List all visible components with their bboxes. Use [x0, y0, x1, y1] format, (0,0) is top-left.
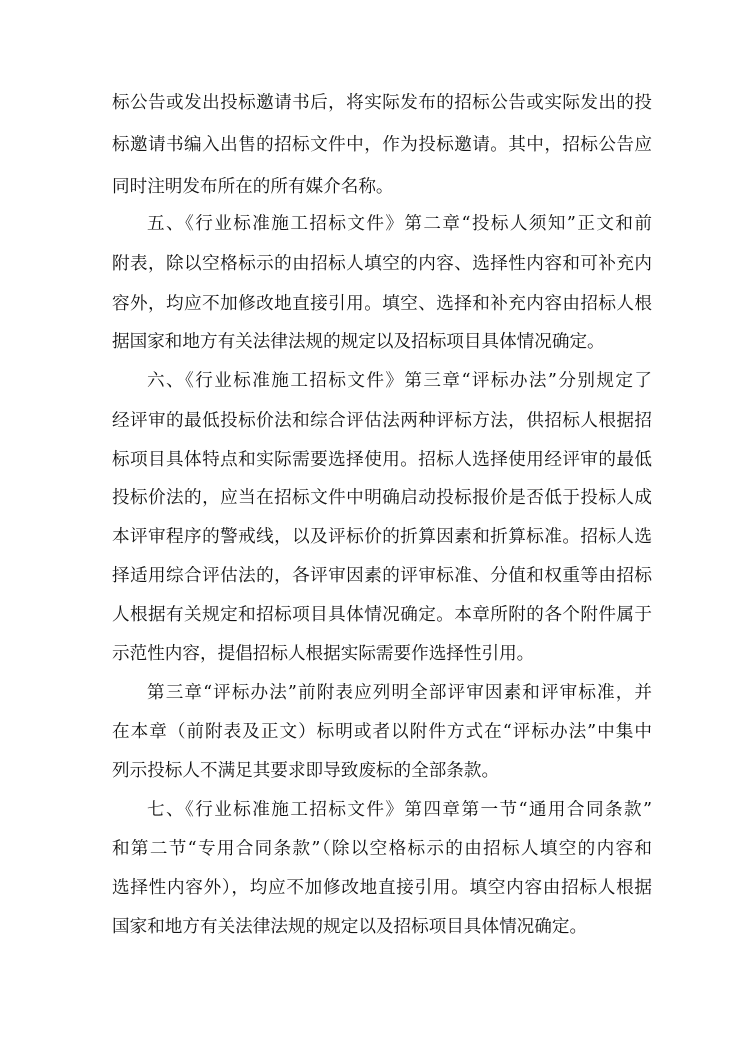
- text-line: 据国家和地方有关法律法规的规定以及招标项目具体情况确定。: [112, 332, 605, 352]
- text-line: 选择性内容外），均应不加修改地直接引用。填空内容由招标人根据: [112, 878, 652, 898]
- text-line: 本评审程序的警戒线，以及评标价的折算因素和折算标准。招标人选: [112, 527, 652, 547]
- paragraph-start-line: 六、《行业标准施工招标文件》第三章“评标办法”分别规定了: [147, 371, 652, 391]
- text-line: 择适用综合评估法的，各评审因素的评审标准、分值和权重等由招标: [112, 566, 652, 586]
- text-line: 和第二节“专用合同条款”（除以空格标示的由招标人填空的内容和: [112, 839, 652, 859]
- text-line: 在本章（前附表及正文）标明或者以附件方式在“评标办法”中集中: [112, 722, 652, 742]
- text-line: 经评审的最低投标价法和综合评估法两种评标方法，供招标人根据招: [112, 411, 652, 431]
- text-line: 投标价法的，应当在招标文件中明确启动投标报价是否低于投标人成: [112, 488, 652, 508]
- text-line: 标公告或发出投标邀请书后，将实际发布的招标公告或实际发出的投: [112, 93, 652, 113]
- text-line: 标项目具体特点和实际需要选择使用。招标人选择使用经评审的最低: [112, 450, 652, 470]
- paragraph-start-line: 七、《行业标准施工招标文件》第四章第一节“通用合同条款”: [147, 800, 652, 820]
- text-line: 标邀请书编入出售的招标文件中，作为投标邀请。其中，招标公告应: [112, 135, 652, 155]
- text-line: 示范性内容，提倡招标人根据实际需要作选择性引用。: [112, 644, 535, 664]
- text-line: 国家和地方有关法律法规的规定以及招标项目具体情况确定。: [112, 917, 588, 937]
- text-line: 附表，除以空格标示的由招标人填空的内容、选择性内容和可补充内: [112, 254, 652, 274]
- text-line: 列示投标人不满足其要求即导致废标的全部条款。: [112, 761, 500, 781]
- text-line: 同时注明发布所在的所有媒介名称。: [112, 177, 394, 197]
- paragraph-start-line: 五、《行业标准施工招标文件》第二章“投标人须知”正文和前: [147, 214, 652, 234]
- text-line: 容外，均应不加修改地直接引用。填空、选择和补充内容由招标人根: [112, 294, 652, 314]
- text-line: 人根据有关规定和招标项目具体情况确定。本章所附的各个附件属于: [112, 605, 652, 625]
- paragraph-start-line: 第三章“评标办法”前附表应列明全部评审因素和评审标准，并: [147, 683, 652, 703]
